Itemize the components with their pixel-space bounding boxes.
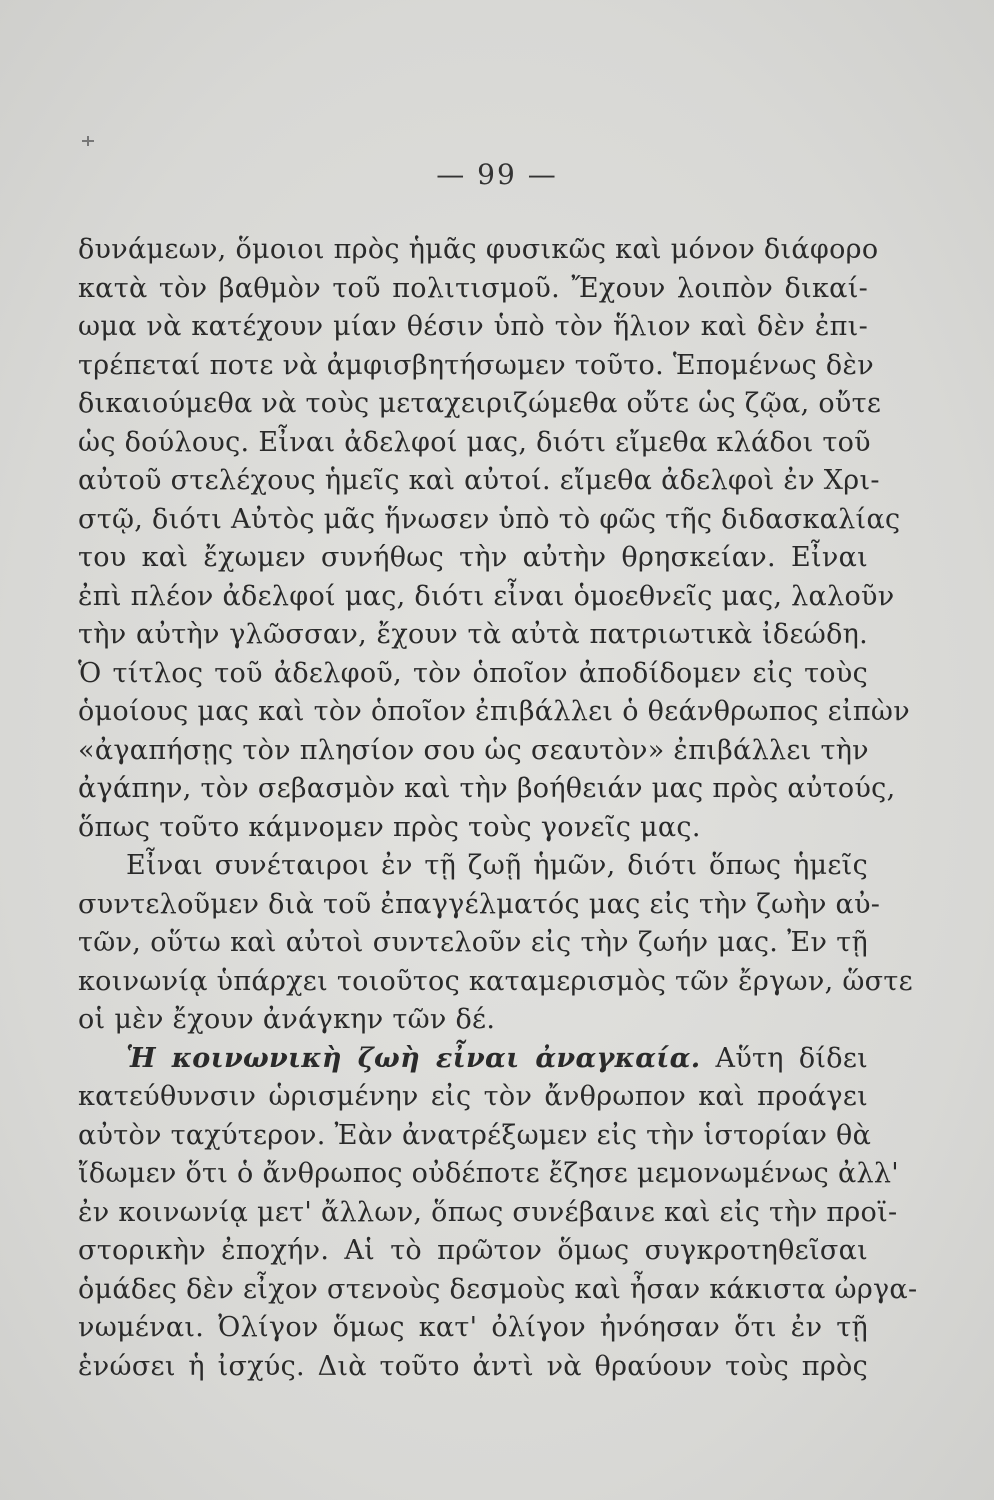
text-line bbox=[78, 1040, 868, 1079]
text-line: δικαιούμεθα νὰ τοὺς μεταχειριζώμεθα οὔτε ὡς ζῷα, οὔτε bbox=[78, 388, 882, 419]
text-line: ἐν κοινωνίᾳ μετ' ἄλλων, ὅπως συνέβαινε καὶ εἰς τὴν προϊ- bbox=[78, 1196, 898, 1228]
text-line: ὁμάδες δὲν εἶχον στενοὺς δεσμοὺς καὶ ἦσαν κάκιστα ὠργα- bbox=[78, 1273, 918, 1305]
text-line: ὅπως τοῦτο κάμνομεν πρὸς τοὺς γονεῖς μας. bbox=[78, 811, 701, 843]
text-line: ἴδωμεν ὅτι ὁ ἄνθρωπος οὐδέποτε ἔζησε μεμονωμένως ἀλλ' bbox=[78, 1158, 900, 1189]
text-line: ωμα νὰ κατέχουν μίαν θέσιν ὑπὸ τὸν ἥλιον καὶ δὲν ἐπι- bbox=[78, 311, 868, 342]
text-fragment: Αὕτη δίδει bbox=[715, 1042, 868, 1074]
text-line: συντελοῦμεν διὰ τοῦ ἐπαγγέλματός μας εἰς τὴν ζωὴν αὐ- bbox=[78, 888, 881, 920]
text-line: στῷ, διότι Αὐτὸς μᾶς ἥνωσεν ὑπὸ τὸ φῶς τῆς διδασκαλίας bbox=[78, 503, 901, 535]
text-line: κατεύθυνσιν ὡρισμένην εἰς τὸν ἄνθρωπον καὶ προάγει bbox=[78, 1081, 868, 1112]
text-line: κατὰ τὸν βαθμὸν τοῦ πολιτισμοῦ. Ἔχουν λοιπὸν δικαί- bbox=[78, 272, 868, 304]
text-line: ὁμοίους μας καὶ τὸν ὁποῖον ἐπιβάλλει ὁ θεάνθρωπος εἰπὼν bbox=[78, 696, 910, 727]
text-line: ἀγάπην, τὸν σεβασμὸν καὶ τὴν βοήθειάν μας πρὸς αὐτούς, bbox=[78, 773, 896, 804]
text-line: αὐτοῦ στελέχους ἡμεῖς καὶ αὐτοί. εἴμεθα ἀδελφοὶ ἐν Χρι- bbox=[78, 465, 880, 496]
page-number: — 99 — bbox=[436, 158, 558, 191]
text-line: ἐπὶ πλέον ἀδελφοί μας, διότι εἶναι ὁμοεθνεῖς μας, λαλοῦν bbox=[78, 580, 895, 612]
text-line: ὡς δούλους. Εἶναι ἀδελφοί μας, διότι εἴμεθα κλάδοι τοῦ bbox=[78, 426, 871, 458]
text-line: τρέπεταί ποτε νὰ ἀμφισβητήσωμεν τοῦτο. Ἑπομένως δὲν bbox=[78, 349, 874, 381]
text-line: στορικὴν ἐποχήν. Αἱ τὸ πρῶτον ὅμως συγκροτηθεῖσαι bbox=[78, 1235, 868, 1266]
text-line: ἑνώσει ἡ ἰσχύς. Διὰ τοῦτο ἀντὶ νὰ θραύουν τοὺς πρὸς bbox=[78, 1350, 868, 1382]
text-line: «ἀγαπήσῃς τὸν πλησίον σου ὡς σεαυτὸν» ἐπιβάλλει τὴν bbox=[78, 734, 869, 766]
text-line: κοινωνίᾳ ὑπάρχει τοιοῦτος καταμερισμὸς τῶν ἔργων, ὥστε bbox=[78, 965, 913, 997]
text-line: τὴν αὐτὴν γλῶσσαν, ἔχουν τὰ αὐτὰ πατριωτικὰ ἰδεώδη. bbox=[78, 619, 868, 650]
text-line: Ὁ τίτλος τοῦ ἀδελφοῦ, τὸν ὁποῖον ἀποδίδομεν εἰς τοὺς bbox=[78, 657, 868, 689]
text-line: οἱ μὲν ἔχουν ἀνάγκην τῶν δέ. bbox=[78, 1004, 496, 1035]
text-line: του καὶ ἔχωμεν συνήθως τὴν αὐτὴν θρησκείαν. Εἶναι bbox=[78, 542, 868, 573]
section-heading: Ἡ κοινωνικὴ ζωὴ εἶναι ἀναγκαία. bbox=[126, 1042, 701, 1074]
scan-mark bbox=[87, 136, 89, 146]
body-text bbox=[78, 231, 918, 1386]
text-line: νωμέναι. Ὀλίγον ὅμως κατ' ὀλίγον ἠνόησαν ὅτι ἐν τῇ bbox=[78, 1312, 868, 1343]
text-line: δυνάμεων, ὅμοιοι πρὸς ἡμᾶς φυσικῶς καὶ μόνον διάφορο bbox=[78, 234, 879, 265]
text-line: τῶν, οὕτω καὶ αὐτοὶ συντελοῦν εἰς τὴν ζωήν μας. Ἐν τῇ bbox=[78, 927, 868, 958]
text-line: Εἶναι συνέταιροι ἐν τῇ ζωῇ ἡμῶν, διότι ὅπως ἡμεῖς bbox=[126, 850, 868, 881]
text-line: αὐτὸν ταχύτερον. Ἐὰν ἀνατρέξωμεν εἰς τὴν ἱστορίαν θὰ bbox=[78, 1119, 872, 1151]
